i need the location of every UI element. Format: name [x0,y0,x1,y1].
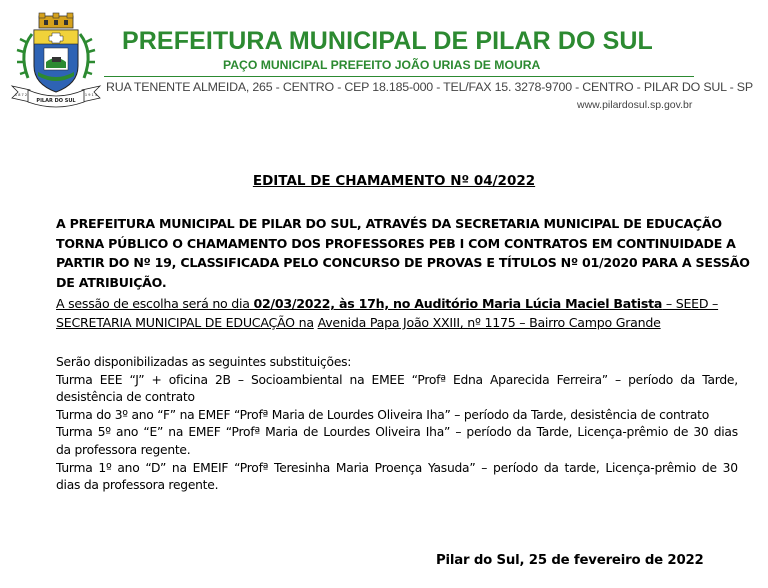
substitution-item-4-line-1 [56,460,738,478]
word: “D” [145,460,167,475]
word: EEE [99,372,123,387]
session-line-2 [56,313,746,332]
word: 1º [98,460,112,475]
word: EMEE [371,372,405,387]
word: Maria [265,425,298,440]
word: Oliveira [375,425,421,440]
word: período [493,460,538,475]
word: oficina [168,372,208,387]
word: Tarde, [702,372,738,387]
word: na [168,425,184,440]
session-na: na [298,315,314,330]
word: Ferreira” [556,372,608,387]
municipality-address: RUA TENENTE ALMEIDA, 265 - CENTRO - CEP 18.185-000 - TEL/FAX 15. 3278-9700 - CENTRO - PILAR DO SUL - SP [106,80,753,94]
word: da [516,425,532,440]
substitution-item-1-line-2: desistência de contrato [56,390,195,405]
word: na [349,372,365,387]
session-address: Avenida Papa João XXIII, nº 1175 – Bairro Campo Grande [317,315,661,330]
word: + [151,372,162,387]
header-divider [104,76,694,77]
word: Licença-prêmio [577,425,669,440]
word: 30 [722,460,738,475]
intro-line: PARTIR DO Nº 19, CLASSIFICADA PELO CONCURSO DE PROVAS E TÍTULOS Nº 01/2020 PARA A SESSÃO [56,255,750,270]
word: Aparecida [490,372,550,387]
crest-year-left: 1 8 7 2 [14,93,28,97]
word: Maria [335,460,369,475]
word: EMEIF [192,460,229,475]
crest-ribbon-text: PILAR DO SUL [36,98,76,104]
word: ano [116,425,139,440]
word: Proença [374,460,423,475]
word: dias [713,425,738,440]
session-paragraph [56,294,746,332]
substitution-item-2-line-1: Turma do 3º ano “F” na EMEF “Profª Maria de Lourdes Oliveira Iha” – período da Tarde, desistência de contrato [56,407,710,422]
word: Tarde, [536,425,573,440]
word: Turma [56,372,93,387]
signature-date: Pilar do Sul, 25 de fevereiro de 2022 [436,553,704,568]
word: “J” [129,372,145,387]
session-line-1 [56,294,746,313]
crest-year-right: 1 9 1 4 [84,93,98,97]
municipality-title: PREFEITURA MUNICIPAL DE PILAR DO SUL [122,27,653,55]
word: 2B [214,372,231,387]
session-text: A sessão de escolha será no dia [56,296,254,311]
word: 30 [693,425,709,440]
word: de [673,425,689,440]
intro-paragraph [56,214,750,292]
word: Edna [452,372,483,387]
word: “E” [143,425,164,440]
word: – [455,425,462,440]
document-title: EDITAL DE CHAMAMENTO Nº 04/2022 [252,173,536,189]
word: “Profª [225,425,260,440]
coat-of-arms-logo [8,12,104,108]
word: Iha” [425,425,451,440]
word: da [680,372,696,387]
intro-line: A PREFEITURA MUNICIPAL DE PILAR DO SUL, ATRAVÉS DA SECRETARIA MUNICIPAL DE EDUCAÇÃO [56,216,722,231]
word: Teresinha [274,460,331,475]
word: tarde, [564,460,600,475]
substitution-item-3-line-1 [56,424,738,442]
word: Socioambiental [250,372,343,387]
substitutions-intro: Serão disponibilizadas as seguintes substituições: [56,355,352,369]
substitution-item-1-line-1 [56,372,738,390]
word: Turma [56,425,93,440]
word: – [481,460,488,475]
municipality-website: www.pilardosul.sp.gov.br [577,99,693,111]
word: 5º [97,425,111,440]
intro-line: TORNA PÚBLICO O CHAMAMENTO DOS PROFESSORES PEB I COM CONTRATOS EM CONTINUIDADE A [56,235,736,251]
word: “Profª [234,460,269,475]
word: na [171,460,187,475]
word: ano [117,460,140,475]
intro-line: DE ATRIBUIÇÃO. [56,274,167,290]
substitution-item-3-line-2: da professora regente. [56,442,191,457]
session-seed: – SEED – [662,296,719,311]
word: Licença-prêmio [605,460,697,475]
word: da [543,460,559,475]
word: período [628,372,674,387]
word: período [466,425,512,440]
word: Lourdes [323,425,371,440]
word: Yasuda” [427,460,476,475]
word: de [701,460,717,475]
word: “Profª [411,372,446,387]
municipality-subtitle: PAÇO MUNICIPAL PREFEITO JOÃO URIAS DE MOURA [223,58,541,72]
word: EMEF [188,425,221,440]
word: – [237,372,244,387]
session-date-place: 02/03/2022, às 17h, no Auditório Maria Lúcia Maciel Batista [253,296,663,311]
substitutions-list [56,354,738,495]
session-secretaria: SECRETARIA MUNICIPAL DE EDUCAÇÃO [56,315,299,330]
word: de [303,425,319,440]
word: Turma [56,460,93,475]
substitution-item-4-line-2: dias da professora regente. [56,478,219,493]
word: – [615,372,621,387]
